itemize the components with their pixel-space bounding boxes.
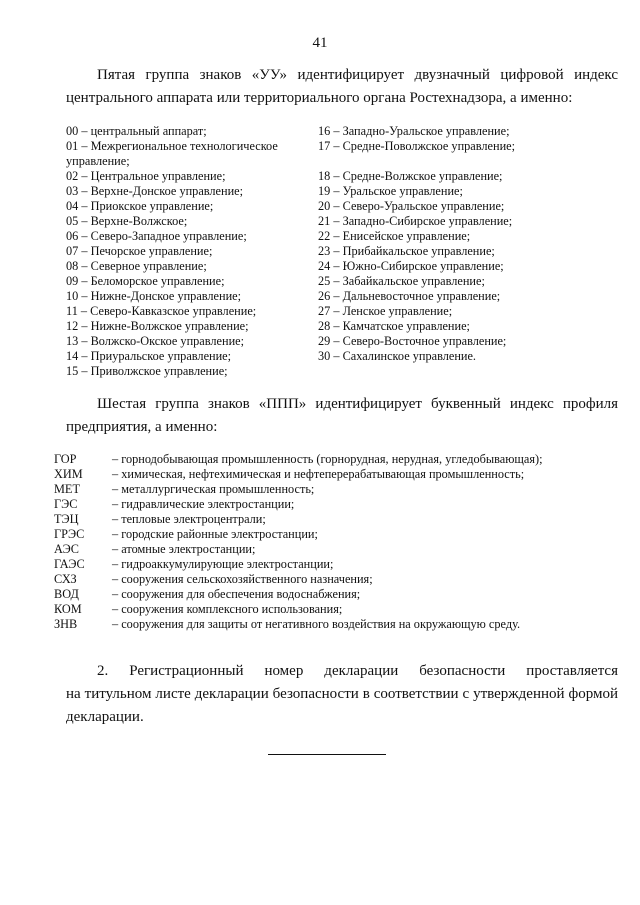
region-item: 17 – Средне-Поволжское управление; (318, 139, 516, 153)
profile-description: – сооружения для обеспечения водоснабжения; (112, 587, 361, 601)
profile-code: КОМ (54, 602, 82, 616)
region-item: 24 – Южно-Сибирское управление; (318, 259, 504, 273)
region-item: 21 – Западно-Сибирское управление; (318, 214, 513, 228)
paragraph-sixth-group (66, 393, 618, 439)
profile-row (54, 467, 543, 482)
profiles-list (54, 452, 543, 632)
page-number: 41 (312, 35, 328, 51)
profile-code: ГОР (54, 452, 77, 466)
region-item: 30 – Сахалинское управление. (318, 349, 477, 363)
region-item: 25 – Забайкальское управление; (318, 274, 485, 288)
paragraph-line: предприятия, а именно: (66, 419, 218, 435)
profile-row (54, 452, 543, 467)
profile-description: – гидроаккумулирующие электростанции; (112, 557, 334, 571)
region-item: 13 – Волжско-Окское управление; (66, 334, 245, 348)
region-item: 09 – Беломорское управление; (66, 274, 225, 288)
region-item: 01 – Межрегиональное технологическое управление; (66, 139, 278, 168)
profile-code: ВОД (54, 587, 79, 601)
region-item: 14 – Приуральское управление; (66, 349, 232, 363)
profile-description: – гидравлические электростанции; (112, 497, 295, 511)
region-item: 23 – Прибайкальское управление; (318, 244, 495, 258)
region-item: 00 – центральный аппарат; (66, 124, 207, 138)
profile-code: ТЭЦ (54, 512, 79, 526)
region-item: 03 – Верхне-Донское управление; (66, 184, 244, 198)
paragraph-line: декларации. (66, 709, 144, 725)
profile-code: ГРЭС (54, 527, 85, 541)
profile-code: СХЗ (54, 572, 77, 586)
profile-code: ГАЭС (54, 557, 85, 571)
profile-row (54, 527, 543, 542)
region-item: 18 – Средне-Волжское управление; (318, 169, 503, 183)
profile-row (54, 512, 543, 527)
region-item: 12 – Нижне-Волжское управление; (66, 319, 249, 333)
profile-description: – горнодобывающая промышленность (горнорудная, нерудная, угледобывающая); (112, 452, 543, 466)
profile-code: ГЭС (54, 497, 78, 511)
region-item: 07 – Печорское управление; (66, 244, 213, 258)
profile-code: ХИМ (54, 467, 83, 481)
region-item: 19 – Уральское управление; (318, 184, 463, 198)
profile-description: – городские районные электростанции; (112, 527, 318, 541)
paragraph-line: на титульном листе декларации безопасности в соответствии с утвержденной формой (66, 686, 618, 702)
profile-row (54, 542, 543, 557)
region-item: 06 – Северо-Западное управление; (66, 229, 247, 243)
region-item: 10 – Нижне-Донское управление; (66, 289, 242, 303)
profile-code: МЕТ (54, 482, 80, 496)
region-item: 29 – Северо-Восточное управление; (318, 334, 507, 348)
paragraph-registration-number (66, 660, 618, 729)
profile-row (54, 617, 543, 632)
regions-list-right (318, 124, 515, 364)
region-item: 02 – Центральное управление; (66, 169, 226, 183)
profile-row (54, 557, 543, 572)
profile-code: АЭС (54, 542, 79, 556)
region-item: 11 – Северо-Кавказское управление; (66, 304, 257, 318)
profile-row (54, 497, 543, 512)
profile-description: – сооружения комплексного использования; (112, 602, 343, 616)
paragraph-fifth-group (66, 64, 618, 110)
profile-row (54, 482, 543, 497)
region-item: 20 – Северо-Уральское управление; (318, 199, 505, 213)
region-item: 05 – Верхне-Волжское; (66, 214, 188, 228)
profile-row (54, 572, 543, 587)
region-item: 15 – Приволжское управление; (66, 364, 228, 378)
region-item: 22 – Енисейское управление; (318, 229, 471, 243)
region-item: 28 – Камчатское управление; (318, 319, 470, 333)
region-item: 08 – Северное управление; (66, 259, 207, 273)
paragraph-line: центрального аппарата или территориального органа Ростехнадзора, а именно: (66, 90, 573, 106)
profile-description: – металлургическая промышленность; (112, 482, 315, 496)
profile-description: – сооружения сельскохозяйственного назначения; (112, 572, 373, 586)
profile-row (54, 587, 543, 602)
end-divider-line (268, 754, 386, 755)
paragraph-line: 2. Регистрационный номер декларации безопасности проставляется (97, 663, 618, 679)
region-item: 04 – Приокское управление; (66, 199, 214, 213)
region-item: 26 – Дальневосточное управление; (318, 289, 501, 303)
regions-list-left (66, 124, 298, 379)
profile-row (54, 602, 543, 617)
profile-description: – атомные электростанции; (112, 542, 256, 556)
paragraph-line: Шестая группа знаков «ППП» идентифицирует буквенный индекс профиля (97, 396, 618, 412)
profile-description: – тепловые электроцентрали; (112, 512, 266, 526)
region-item: 27 – Ленское управление; (318, 304, 453, 318)
profile-description: – химическая, нефтехимическая и нефтеперерабатывающая промышленность; (112, 467, 525, 481)
profile-code: ЗНВ (54, 617, 78, 631)
profile-description: – сооружения для защиты от негативного воздействия на окружающую среду. (112, 617, 521, 631)
region-item: 16 – Западно-Уральское управление; (318, 124, 510, 138)
paragraph-line: Пятая группа знаков «УУ» идентифицирует двузначный цифровой индекс (97, 67, 618, 83)
